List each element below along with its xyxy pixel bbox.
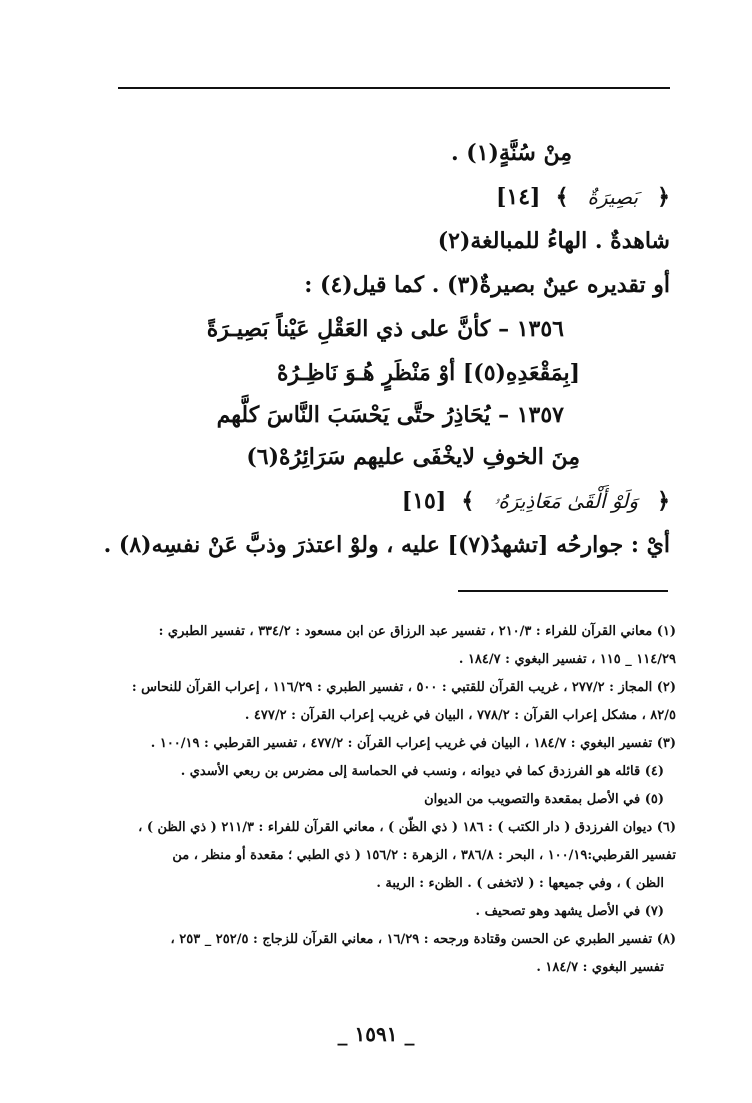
quran-close-bracket: ﴾	[461, 488, 475, 514]
text-line-3: أو تقديره عينٌ بصيرةٌ(٣) . كما قيل(٤) :	[304, 272, 670, 298]
footnote-line: (٢) المجاز : ٢٧٧/٢ ، غريب القرآن للقتبي : ٥٠٠ ، تفسير الطبري : ١١٦/٢٩ ، إعراب القرآن للنحاس :	[131, 680, 676, 695]
footnote-line: الظن ) ، وفي جميعها : ( لاتخفى ) . الظنء : الريبة .	[376, 876, 664, 891]
footnote-line: (٧) في الأصل يشهد وهو تصحيف .	[475, 904, 664, 919]
footnote-line: تفسير القرطبي:١٠٠/١٩ ، البحر : ٣٨٦/٨ ، الزهرة : ١٥٦/٢ ( ذي الطبي ؛ مقعدة أو منظر ، من	[172, 848, 676, 863]
quran-word: بَصِيرَةٌ	[587, 185, 639, 209]
verse-number: [١٥]	[401, 488, 447, 514]
verse-number: [١٤]	[495, 184, 541, 210]
poem-line-1357b: مِنَ الخوفِ لايخْفَى عليهم سَرَائِرُهْ(٦)	[246, 444, 580, 470]
footnote-line: ١١٤/٢٩ _ ١١٥ ، تفسير البغوي : ١٨٤/٧ .	[458, 652, 676, 667]
header-rule	[118, 87, 670, 89]
text-line-2: شاهدةٌ . الهاءُ للمبالغة(٢)	[437, 228, 670, 254]
footnote-line: ٨٢/٥ ، مشكل إعراب القرآن : ٧٧٨/٢ ، البيان في غريب إعراب القرآن : ٤٧٧/٢ .	[244, 708, 676, 723]
poem-line-1356b: [بِمَقْعَدِهِ(٥)] أوْ مَنْظَرٍ هُـوَ نَاظِـرُهْ	[277, 360, 580, 386]
quran-open-bracket: ﴿	[657, 184, 670, 210]
quran-open-bracket: ﴿	[657, 488, 670, 514]
text-line-4: أيْ : جوارحُه [تشهدُ(٧)] عليه ، ولوْ اعتذرَ وذبَّ عَنْ نفسِه(٨) .	[103, 532, 670, 558]
footnote-line: (١) معاني القرآن للفراء : ٢١٠/٣ ، تفسير عبد الرزاق عن ابن مسعود : ٣٣٤/٢ ، تفسير الطبري :	[158, 624, 676, 639]
poem-line-1356a: ١٣٥٦ – كأنَّ على ذي العَقْلِ عَيْناً بَصِيـرَةً	[206, 316, 564, 342]
quran-quote-2	[402, 488, 670, 514]
quran-word: وَلَوْ أَلْقَىٰ مَعَاذِيرَهُۥ	[493, 489, 639, 513]
footnote-line: تفسير البغوي : ١٨٤/٧ .	[536, 960, 664, 975]
footnote-line: (٥) في الأصل بمقعدة والتصويب من الديوان	[424, 792, 664, 807]
footnote-rule	[458, 590, 668, 592]
page-number: _ ١٥٩١ _	[337, 1022, 415, 1046]
quran-quote-1	[496, 184, 670, 210]
footnote-line: (٨) تفسير الطبري عن الحسن وقتادة ورجحه : ١٦/٢٩ ، معاني القرآن للزجاج : ٢٥٢/٥ _ ٢٥٣ ،	[170, 932, 676, 947]
footnote-line: (٣) تفسير البغوي : ١٨٤/٧ ، البيان في غريب إعراب القرآن : ٤٧٧/٢ ، تفسير القرطبي : ١٠٠/١٩ .	[150, 736, 676, 751]
footnote-line: (٦) ديوان الفرزدق ( دار الكتب ) : ١٨٦ ( ذي الظّن ) ، معاني القرآن للفراء : ٢١١/٣ ( ذي الظن ) ،	[138, 820, 676, 835]
poem-line-1357a: ١٣٥٧ – يُحَاذِرُ حتَّى يَحْسَبَ النَّاسَ كلَّهم	[216, 402, 564, 428]
quran-close-bracket: ﴾	[555, 184, 569, 210]
text-line-1: مِنْ سُنَّةٍ(١) .	[450, 140, 572, 166]
footnote-line: (٤) قائله هو الفرزدق كما في ديوانه ، ونسب في الحماسة إلى مضرس بن ربعي الأسدي .	[180, 764, 664, 779]
